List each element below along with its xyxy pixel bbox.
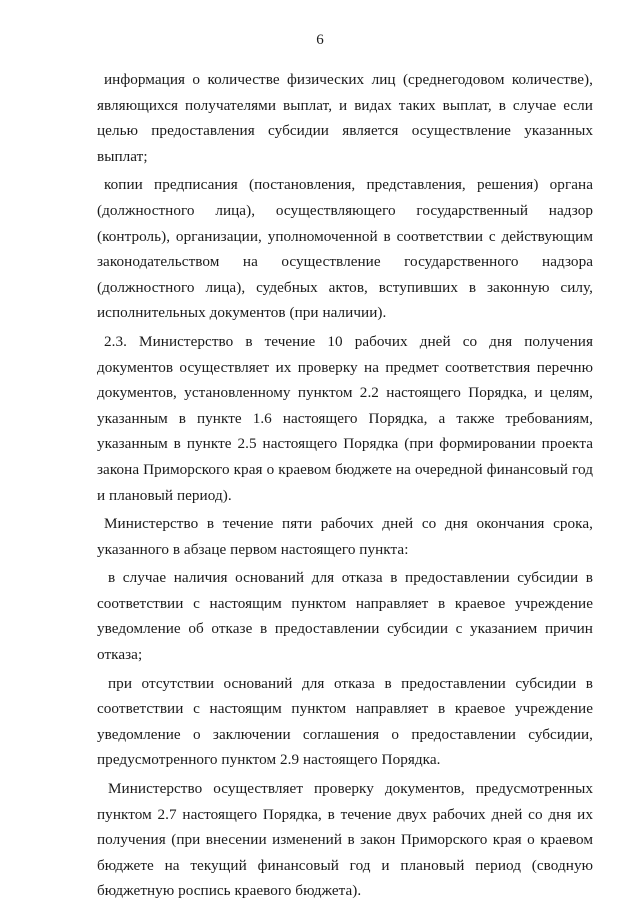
paragraph-clause-2-7-check: Министерство осуществляет проверку документов, предусмотренных пунктом 2.7 настоящего Порядка, в течение двух рабочих дней со дня их получения (при внесении изменений в закон Приморского края о краевом бюджете на текущий финансовый год и плановый период (сводную бюджетную роспись краевого бюджета). xyxy=(97,780,593,900)
paragraph-supervision-copies: копии предписания (постановления, представления, решения) органа (должностного лица), осуществляющего государственный надзор (контроль), организации, уполномоченной в соответствии с действующим законодательством на осуществление государственного надзора (должностного лица), судебных актов, вступивших в законную силу, исполнительных документов (при наличии). xyxy=(97,176,593,322)
paragraph-agreement-notice: при отсутствии оснований для отказа в предоставлении субсидии в соответствии с настоящим пунктом направляет в краевое учреждение уведомление о заключении соглашения о предоставлении субсидии, предусмотренного пунктом 2.9 настоящего Порядка. xyxy=(97,674,593,769)
document-body xyxy=(97,67,593,904)
paragraph-refusal-notice: в случае наличия оснований для отказа в предоставлении субсидии в соответствии с настоящим пунктом направляет в краевое учреждение уведомление об отказе в предоставлении субсидии с указанием причин отказа; xyxy=(97,569,593,664)
page-number: 6 xyxy=(316,32,324,48)
paragraph-clause-2-3: 2.3. Министерство в течение 10 рабочих дней со дня получения документов осуществляет их проверку на предмет соответствия перечню документов, установленному пунктом 2.2 настоящего Порядка, и целям, указанным в пункте 1.6 настоящего Порядка, а также требованиям, указанным в пункте 2.5 настоящего Порядка (при формировании проекта закона Приморского края о краевом бюджете на очередной финансовый год и плановый период). xyxy=(97,332,593,504)
paragraph-recipients-info: информация о количестве физических лиц (среднегодовом количестве), являющихся получателями выплат, и видах таких выплат, в случае если целью предоставления субсидии является осуществление указанных выплат; xyxy=(97,71,593,165)
paragraph-ministry-five-days: Министерство в течение пяти рабочих дней со дня окончания срока, указанного в абзаце первом настоящего пункта: xyxy=(97,515,593,558)
